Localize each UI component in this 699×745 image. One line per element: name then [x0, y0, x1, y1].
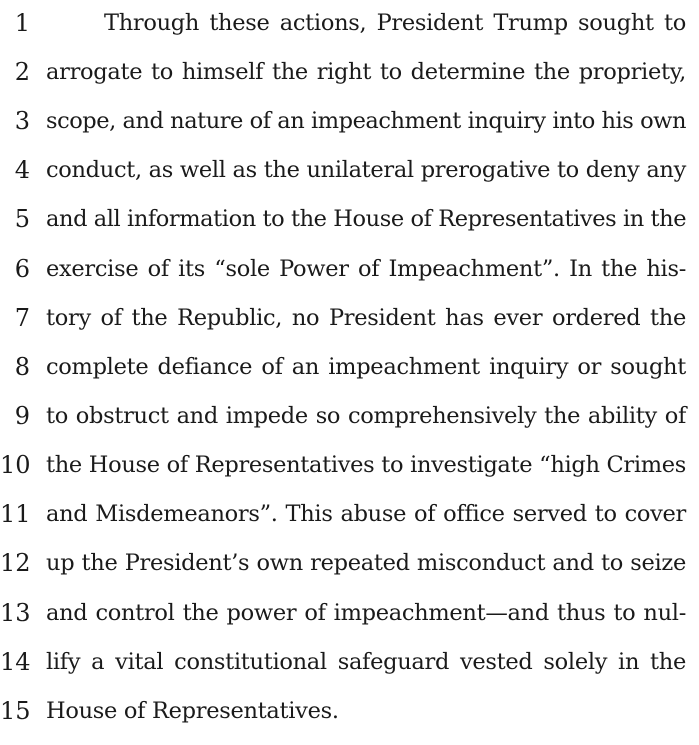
- line-text: conduct, as well as the unilateral prerogative to deny any: [46, 157, 686, 183]
- line-number: 7: [14, 304, 30, 332]
- line-number: 13: [0, 599, 31, 627]
- text-line: [0, 499, 699, 548]
- line-text: and Misdemeanors”. This abuse of office served to cover: [46, 501, 686, 527]
- line-text: the House of Representatives to investigate “high Crimes: [46, 452, 686, 478]
- line-number: 11: [0, 500, 31, 528]
- line-number: 14: [0, 648, 31, 676]
- text-line: [0, 254, 699, 303]
- line-number: 12: [0, 549, 31, 577]
- line-text: complete defiance of an impeachment inquiry or sought: [46, 354, 686, 380]
- text-line: [0, 401, 699, 450]
- line-text: Through these actions, President Trump sought to: [104, 10, 686, 36]
- line-number: 3: [14, 107, 30, 135]
- line-text: exercise of its “sole Power of Impeachment”. In the his-: [46, 256, 686, 282]
- line-text: House of Representatives.: [46, 698, 339, 724]
- line-number: 2: [14, 58, 30, 86]
- line-number: 5: [14, 205, 30, 233]
- line-text: arrogate to himself the right to determine the propriety,: [46, 59, 686, 85]
- line-text: tory of the Republic, no President has ever ordered the: [46, 305, 686, 331]
- text-line: [0, 598, 699, 647]
- text-line: [0, 696, 699, 745]
- text-line: [0, 8, 699, 57]
- line-text: and all information to the House of Representatives in the: [46, 206, 687, 232]
- text-line: [0, 106, 699, 155]
- line-text: and control the power of impeachment—and thus to nul-: [46, 600, 686, 626]
- line-text: scope, and nature of an impeachment inquiry into his own: [46, 108, 686, 134]
- line-text: to obstruct and impede so comprehensively the ability of: [46, 403, 686, 429]
- text-line: [0, 57, 699, 106]
- text-line: [0, 647, 699, 696]
- line-number: 15: [0, 697, 31, 725]
- text-line: [0, 155, 699, 204]
- line-number: 4: [14, 156, 30, 184]
- line-number: 1: [14, 9, 30, 37]
- line-number: 8: [14, 353, 30, 381]
- line-number: 9: [14, 402, 30, 430]
- line-text: lify a vital constitutional safeguard vested solely in the: [46, 649, 686, 675]
- text-line: [0, 450, 699, 499]
- line-text: up the President’s own repeated misconduct and to seize: [46, 550, 686, 576]
- text-line: [0, 352, 699, 401]
- text-line: [0, 303, 699, 352]
- line-number: 6: [14, 255, 30, 283]
- line-number: 10: [0, 451, 31, 479]
- text-line: [0, 548, 699, 597]
- text-line: [0, 204, 699, 253]
